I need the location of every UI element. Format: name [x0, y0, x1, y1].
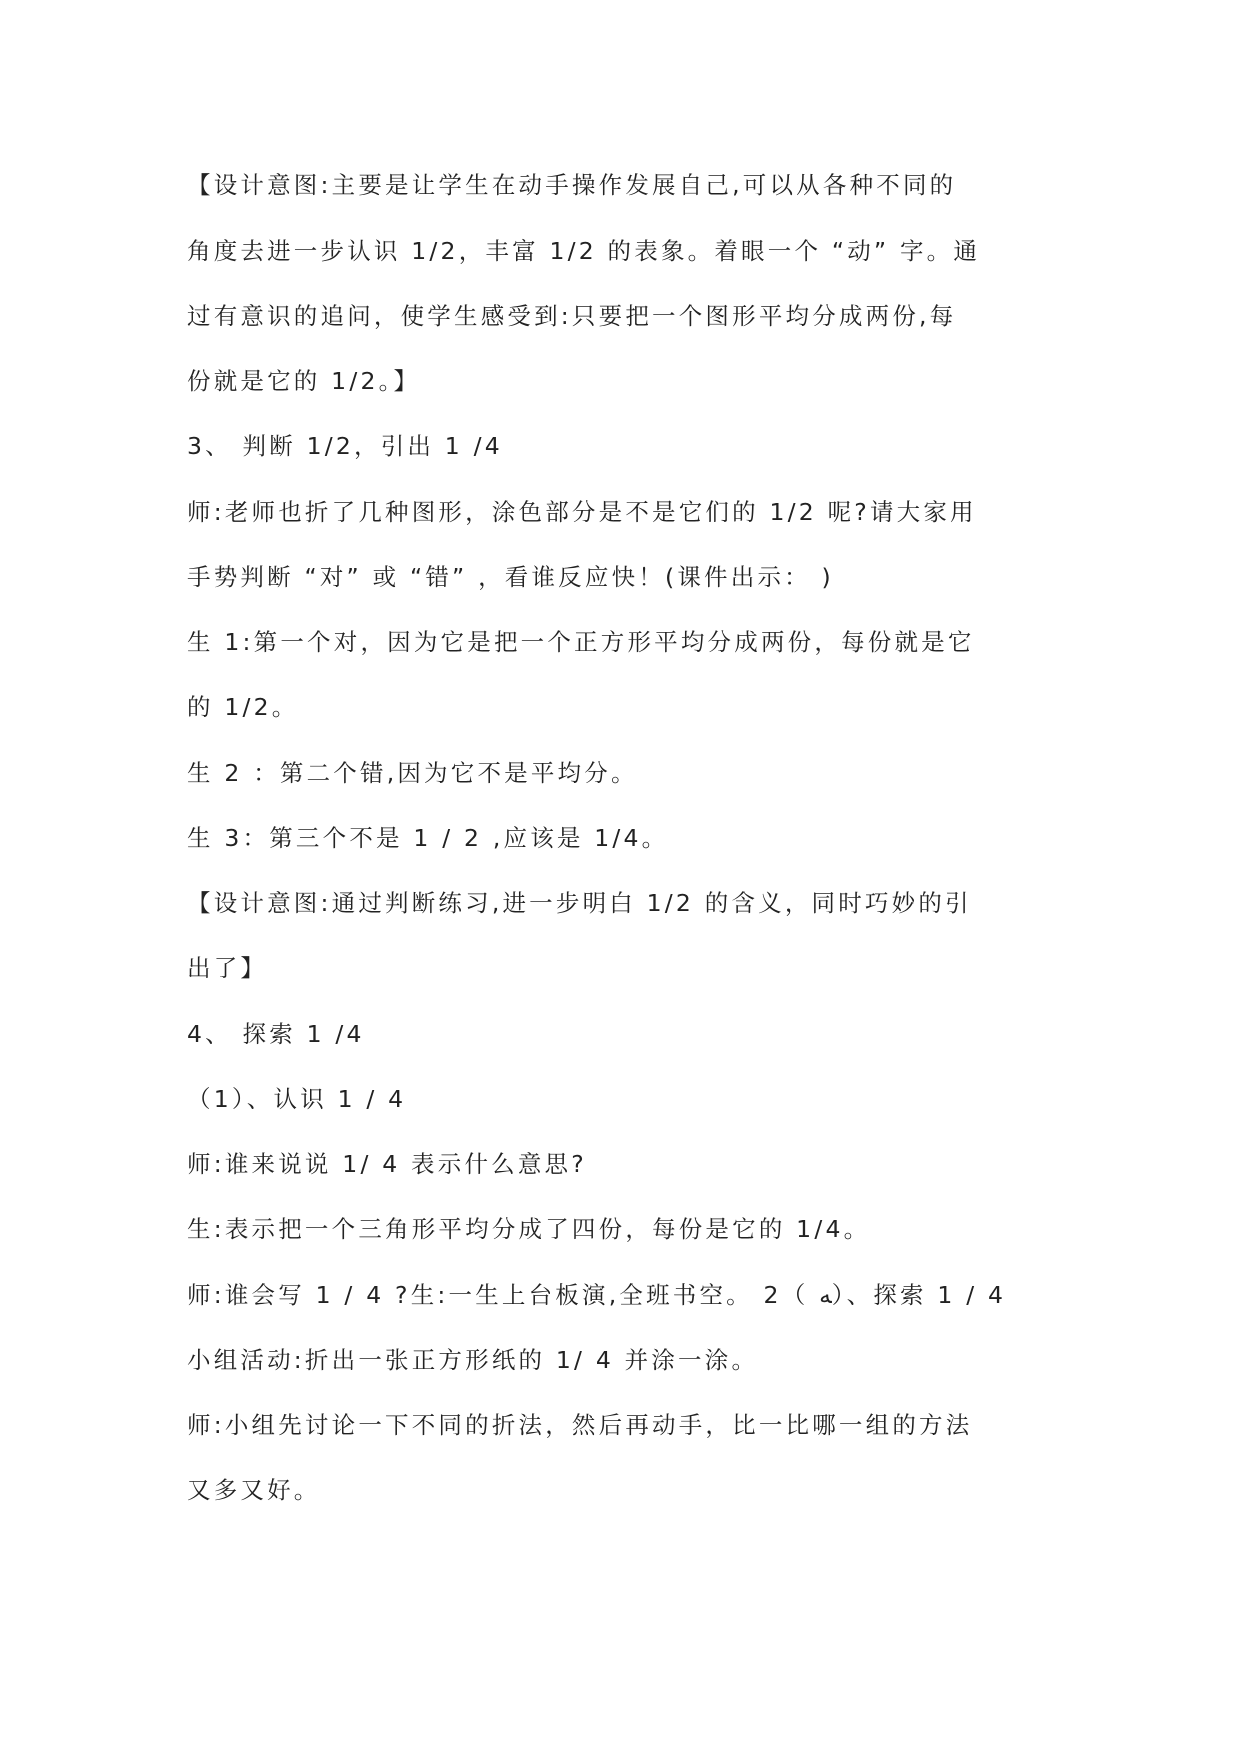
text-line-group-activity: 小组活动:折出一张正方形纸的 1/ 4 并涂一涂。 [187, 1346, 759, 1374]
text-line-teacher-2: 手势判断 “对” 或 “错” ，看谁反应快！(课件出示： ) [187, 563, 834, 591]
text-line-teacher-5: 师:小组先讨论一下不同的折法，然后再动手，比一比哪一组的方法 [187, 1411, 973, 1439]
text-line-design-intent-2: 角度去进一步认识 1/2，丰富 1/2 的表象。着眼一个 “动” 字。通 [187, 237, 981, 265]
text-line-design-intent-1: 【设计意图:主要是让学生在动手操作发展自己,可以从各种不同的 [187, 171, 957, 199]
text-line-teacher-4: 师:谁会写 1 / 4 ?生:一生上台板演,全班书空。 2（ ﻪ）、探索 1 / 4 [187, 1281, 1007, 1309]
text-line-design-intent-6: 出了】 [187, 954, 268, 982]
text-line-student-2: 生 2 ：第二个错,因为它不是平均分。 [187, 759, 638, 787]
text-line-student-3: 生 3：第三个不是 1 / 2 ,应该是 1/4。 [187, 824, 669, 852]
section-heading-4: 4、 探索 1 /4 [187, 1020, 365, 1048]
section-heading-3: 3、 判断 1/2，引出 1 /4 [187, 432, 503, 460]
text-line-student-1b: 的 1/2。 [187, 693, 299, 721]
text-line-student-1a: 生 1:第一个对，因为它是把一个正方形平均分成两份，每份就是它 [187, 628, 975, 656]
text-line-design-intent-4: 份就是它的 1/2。】 [187, 367, 421, 395]
text-line-teacher-1: 师:老师也折了几种图形，涂色部分是不是它们的 1/2 呢?请大家用 [187, 498, 977, 526]
text-line-design-intent-3: 过有意识的追问，使学生感受到:只要把一个图形平均分成两份,每 [187, 302, 957, 330]
text-line-teacher-3: 师:谁来说说 1/ 4 表示什么意思? [187, 1150, 587, 1178]
subsection-heading-1: （1）、认识 1 / 4 [187, 1085, 407, 1113]
text-line-design-intent-5: 【设计意图:通过判断练习,进一步明白 1/2 的含义，同时巧妙的引 [187, 889, 972, 917]
text-line-student-4: 生:表示把一个三角形平均分成了四份，每份是它的 1/4。 [187, 1215, 871, 1243]
text-line-teacher-6: 又多又好。 [187, 1476, 321, 1504]
